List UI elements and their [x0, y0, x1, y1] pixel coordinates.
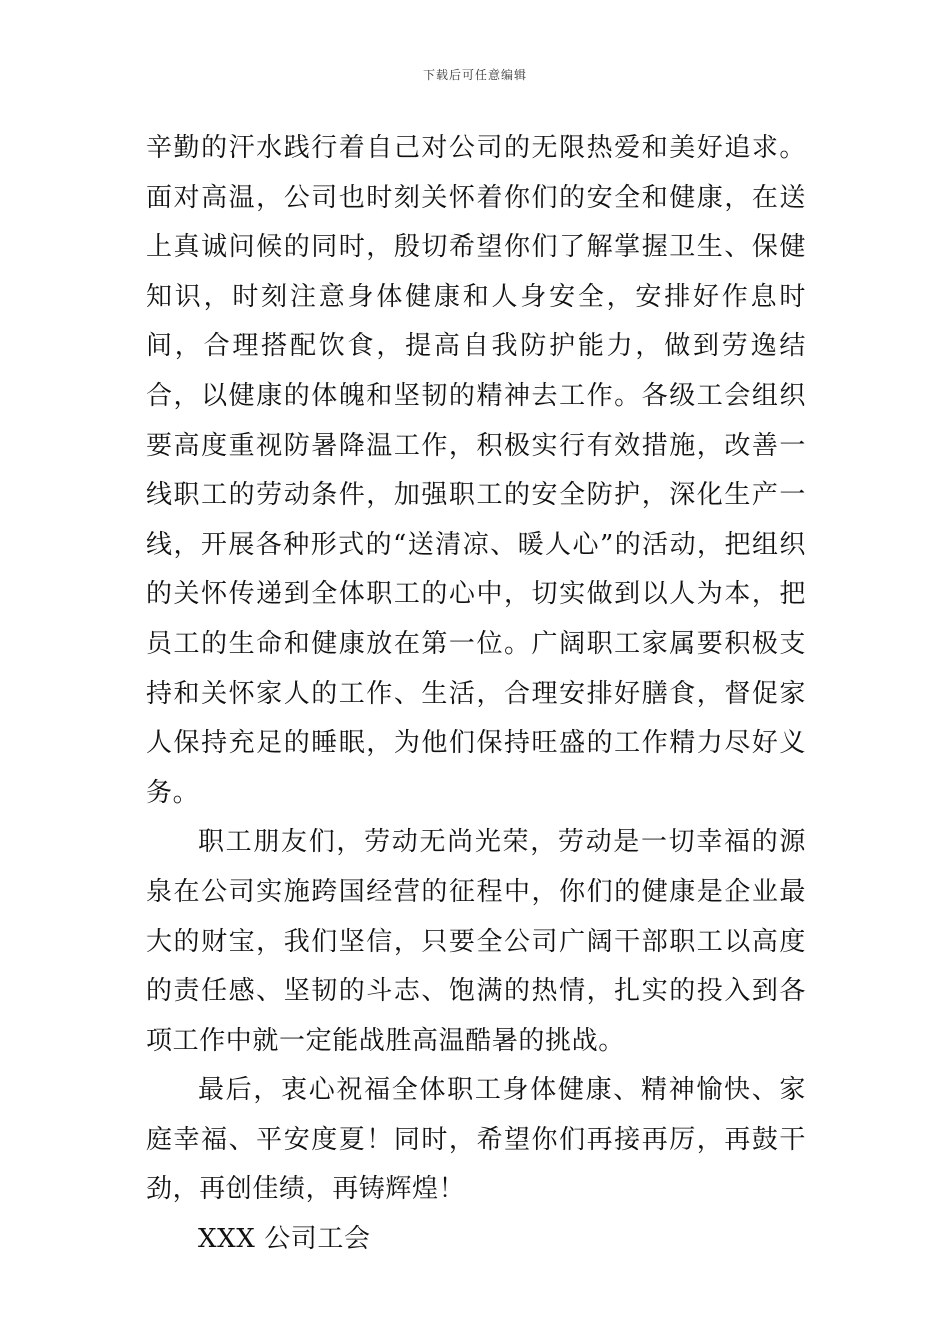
paragraph-continued: 辛勤的汗水践行着自己对公司的无限热爱和美好追求。面对高温，公司也时刻关怀着你们的安全和健康，在送上真诚问候的同时，殷切希望你们了解掌握卫生、保健知识，时刻注意身体健康和人身安全，安排好作息时间，合理搭配饮食，提高自我防护能力，做到劳逸结合，以健康的体魄和坚韧的精神去工作。各级工会组织要高度重视防暑降温工作，积极实行有效措施，改善一线职工的劳动条件，加强职工的安全防护，深化生产一线，开展各种形式的“送清凉、暖人心”的活动，把组织的关怀传递到全体职工的心中，切实做到以人为本，把员工的生命和健康放在第一位。广阔职工家属要积极支持和关怀家人的工作、生活，合理安排好膳食，督促家人保持充足的睡眠，为他们保持旺盛的工作精力尽好义务。 [146, 133, 806, 808]
header-note: 下载后可任意编辑 [422, 68, 527, 82]
paragraph-closing-wishes: 最后，衷心祝福全体职工身体健康、精神愉快、家庭幸福、平安度夏！同时，希望你们再接再厉，再鼓干劲，再创佳绩，再铸辉煌！ [146, 1075, 806, 1205]
signature-line: XXX 公司工会 [198, 1224, 371, 1255]
document-body [146, 124, 806, 1265]
paragraph-workers-friends: 职工朋友们，劳动无尚光荣，劳动是一切幸福的源泉在公司实施跨国经营的征程中，你们的健康是企业最大的财宝，我们坚信，只要全公司广阔干部职工以高度的责任感、坚韧的斗志、饱满的热情，扎实的投入到各项工作中就一定能战胜高温酷暑的挑战。 [146, 827, 806, 1056]
